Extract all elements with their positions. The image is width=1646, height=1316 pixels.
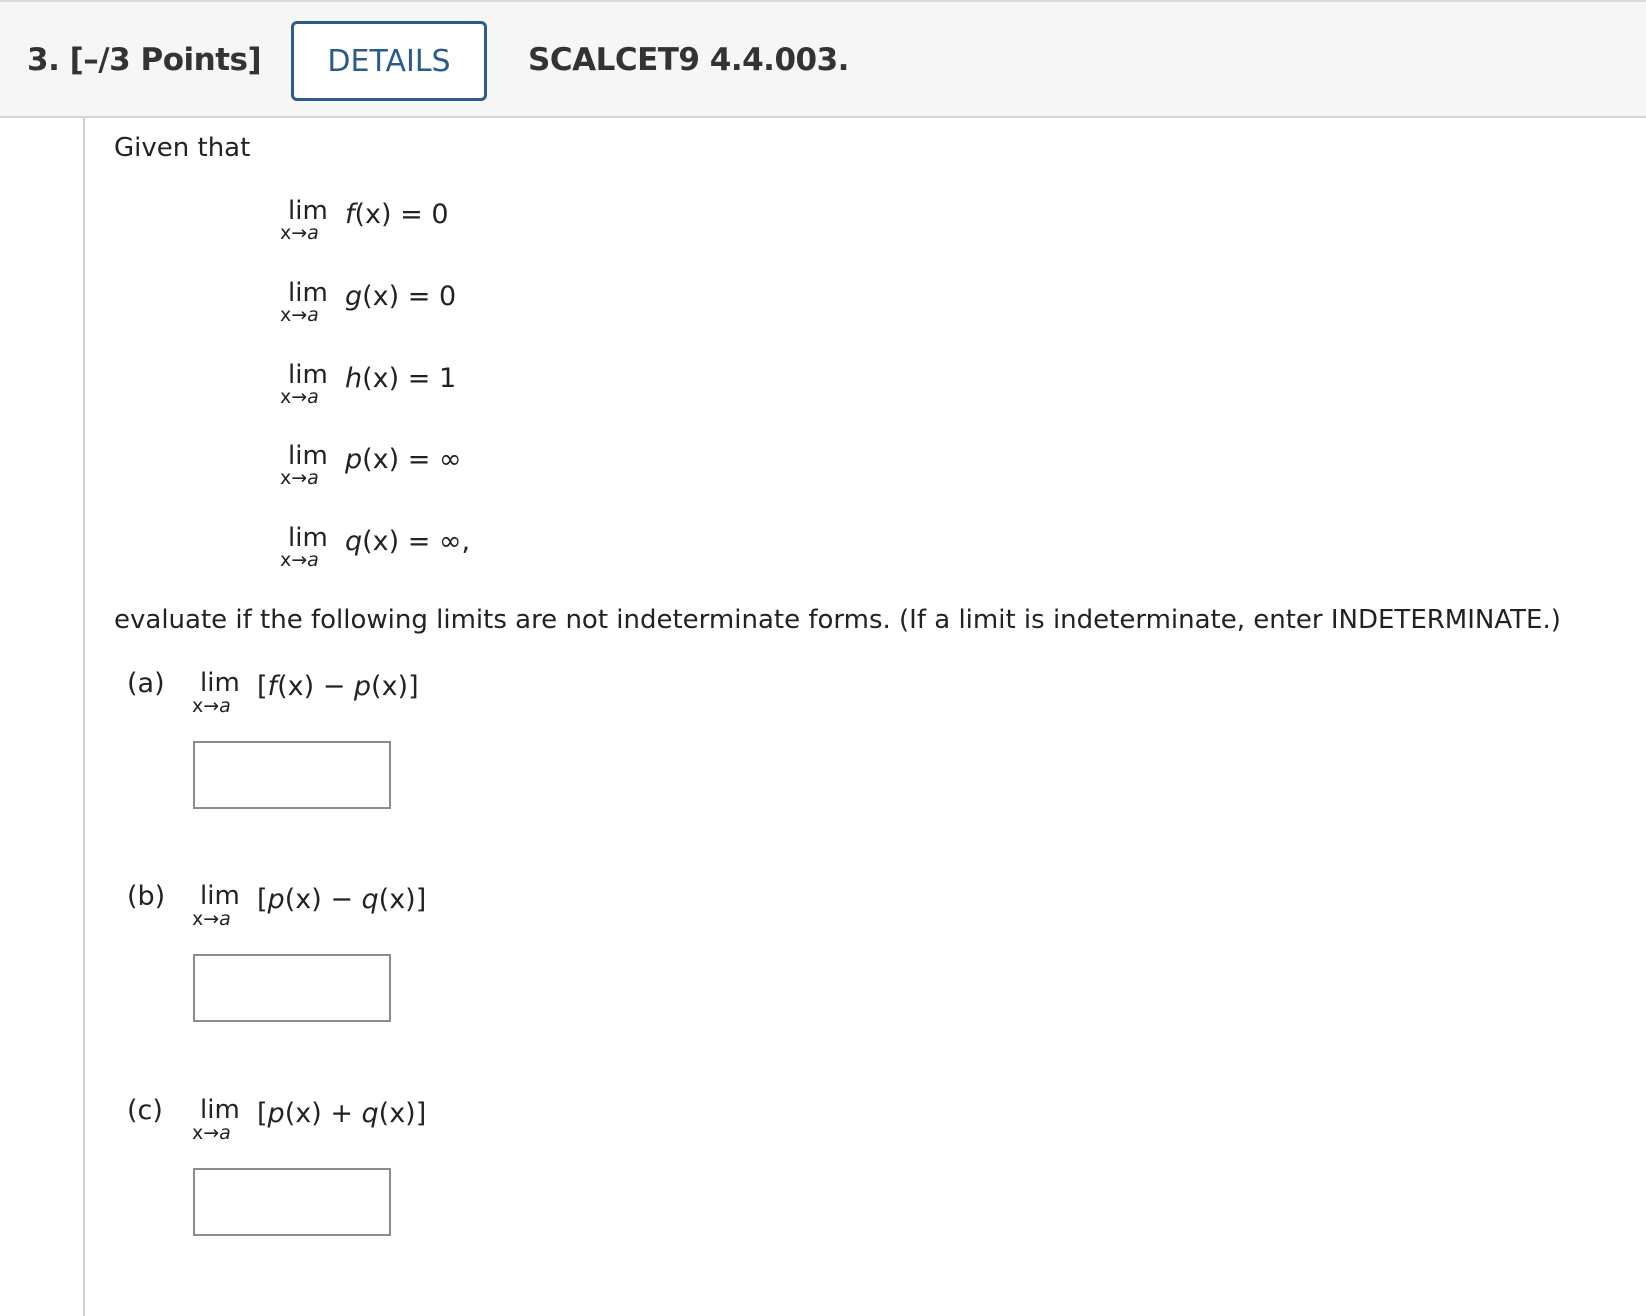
part-label: (b) bbox=[127, 881, 166, 912]
left-divider bbox=[83, 118, 85, 1316]
lim-subscript: x→a bbox=[280, 549, 319, 571]
question-header bbox=[0, 0, 1646, 118]
lim-word: lim bbox=[288, 360, 328, 390]
given-expression: p(x) = ∞ bbox=[345, 444, 462, 475]
lim-subscript: x→a bbox=[280, 467, 319, 489]
part-label: (c) bbox=[127, 1095, 163, 1126]
instruction-text: evaluate if the following limits are not indeterminate forms. (If a limit is indeterminate, enter INDETERMINATE.) bbox=[114, 605, 1561, 635]
given-expression: g(x) = 0 bbox=[345, 281, 457, 312]
given-expression: h(x) = 1 bbox=[345, 363, 457, 394]
lim-subscript: x→a bbox=[192, 1122, 231, 1144]
lim-subscript: x→a bbox=[192, 695, 231, 717]
details-button[interactable]: DETAILS bbox=[291, 21, 487, 101]
lim-word: lim bbox=[200, 881, 240, 911]
part-expression: [p(x) + q(x)] bbox=[257, 1098, 427, 1129]
intro-text: Given that bbox=[114, 133, 251, 163]
lim-subscript: x→a bbox=[280, 304, 319, 326]
part-expression: [p(x) − q(x)] bbox=[257, 884, 427, 915]
answer-input-a[interactable] bbox=[193, 741, 391, 809]
answer-input-b[interactable] bbox=[193, 954, 391, 1022]
part-label: (a) bbox=[127, 668, 165, 699]
part-expression: [f(x) − p(x)] bbox=[257, 671, 419, 702]
lim-subscript: x→a bbox=[280, 386, 319, 408]
lim-word: lim bbox=[288, 278, 328, 308]
lim-word: lim bbox=[200, 668, 240, 698]
question-number: 3. [–/3 Points] bbox=[27, 42, 262, 78]
given-expression: q(x) = ∞, bbox=[345, 526, 471, 557]
question-code: SCALCET9 4.4.003. bbox=[528, 42, 849, 78]
lim-word: lim bbox=[200, 1095, 240, 1125]
lim-word: lim bbox=[288, 441, 328, 471]
lim-subscript: x→a bbox=[280, 222, 319, 244]
lim-word: lim bbox=[288, 196, 328, 226]
lim-subscript: x→a bbox=[192, 908, 231, 930]
given-expression: f(x) = 0 bbox=[345, 199, 449, 230]
answer-input-c[interactable] bbox=[193, 1168, 391, 1236]
lim-word: lim bbox=[288, 523, 328, 553]
